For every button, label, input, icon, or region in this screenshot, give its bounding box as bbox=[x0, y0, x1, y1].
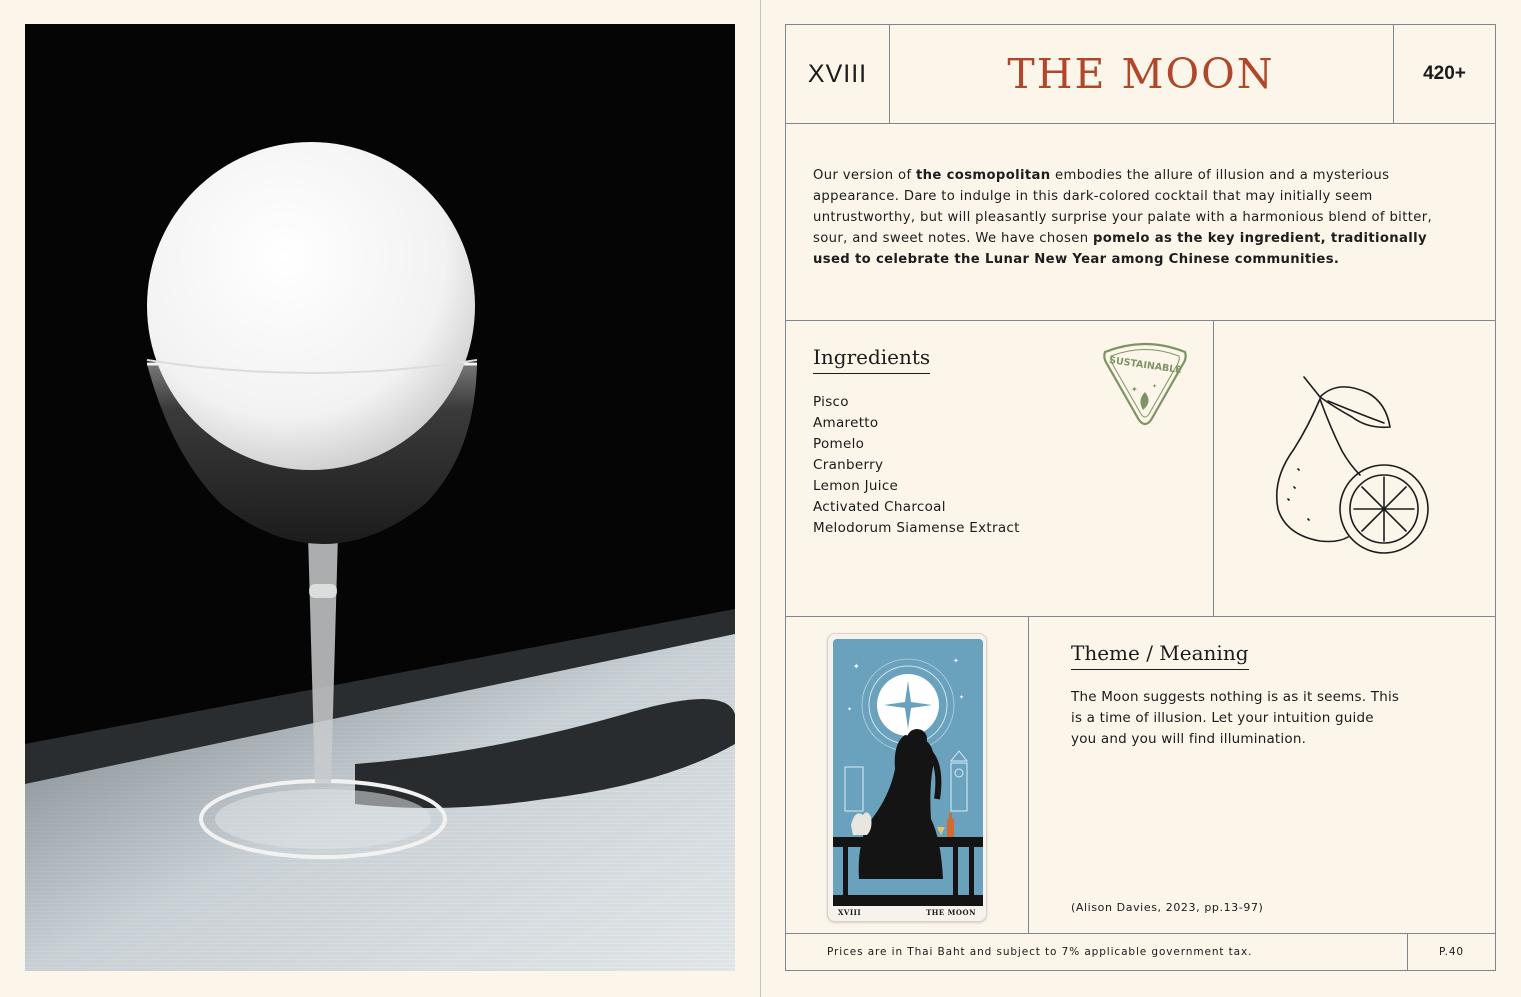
ingredient-item: Melodorum Siamense Extract bbox=[813, 520, 1020, 536]
page-spine bbox=[760, 0, 761, 997]
badge-label: SUSTAINABLE bbox=[1108, 354, 1183, 377]
svg-text:✦: ✦ bbox=[847, 706, 853, 713]
ingredient-item: Lemon Juice bbox=[813, 478, 899, 494]
price: 420+ bbox=[1423, 63, 1466, 84]
svg-text:✦: ✦ bbox=[1152, 383, 1158, 390]
tarot-numeral: XVIII bbox=[838, 908, 862, 917]
tarot-moon-illustration-icon bbox=[833, 639, 983, 906]
ingredient-item: Cranberry bbox=[813, 457, 884, 473]
description-text: embodies the allure of illusion and a mysterious appearance. Dare to indulge in this dark-colored cocktail that may initially seem untrustworthy, but will pleasantly surprise your palate with a harmonious blend of bitter, sour, and sweet notes. We have chosen bbox=[813, 168, 1433, 246]
ingredient-item: Amaretto bbox=[813, 415, 879, 431]
page-number: P.40 bbox=[1439, 946, 1464, 958]
ingredients-heading: Ingredients bbox=[813, 345, 930, 374]
ingredient-item: Pisco bbox=[813, 394, 849, 410]
theme-heading: Theme / Meaning bbox=[1071, 641, 1249, 670]
divider bbox=[1213, 320, 1214, 616]
tarot-card bbox=[827, 633, 987, 922]
description-highlight: pomelo as the key ingredient, traditionally used to celebrate the Lunar New Year among Chinese communities. bbox=[813, 231, 1427, 267]
description-highlight: the cosmopolitan bbox=[916, 168, 1051, 183]
citation: (Alison Davies, 2023, pp.13-97) bbox=[1071, 901, 1264, 914]
tax-note: Prices are in Thai Baht and subject to 7% applicable government tax. bbox=[827, 946, 1253, 958]
divider bbox=[786, 123, 1495, 124]
description-text: Our version of bbox=[813, 168, 916, 183]
divider bbox=[1028, 616, 1029, 933]
sustainable-badge-icon bbox=[1097, 338, 1193, 428]
ingredient-item: Pomelo bbox=[813, 436, 865, 452]
tarot-name: THE MOON bbox=[926, 908, 976, 917]
ingredient-item: Activated Charcoal bbox=[813, 499, 946, 515]
pomelo-illustration-icon bbox=[1268, 369, 1438, 559]
card-numeral: XVIII bbox=[807, 59, 868, 88]
divider bbox=[786, 320, 1495, 321]
svg-text:✦: ✦ bbox=[1131, 385, 1138, 394]
ingredients-list bbox=[813, 392, 1020, 539]
menu-card bbox=[785, 24, 1496, 971]
theme-text: The Moon suggests nothing is as it seems. This is a time of illusion. Let your intuition guide you and you will find illumination. bbox=[1071, 689, 1400, 747]
svg-text:✦: ✦ bbox=[959, 694, 965, 701]
page-title: THE MOON bbox=[1007, 50, 1275, 98]
svg-text:✦: ✦ bbox=[853, 662, 860, 671]
cocktail-photo bbox=[25, 24, 735, 971]
description bbox=[813, 165, 1453, 270]
svg-text:✦: ✦ bbox=[953, 657, 959, 665]
divider bbox=[786, 616, 1495, 617]
